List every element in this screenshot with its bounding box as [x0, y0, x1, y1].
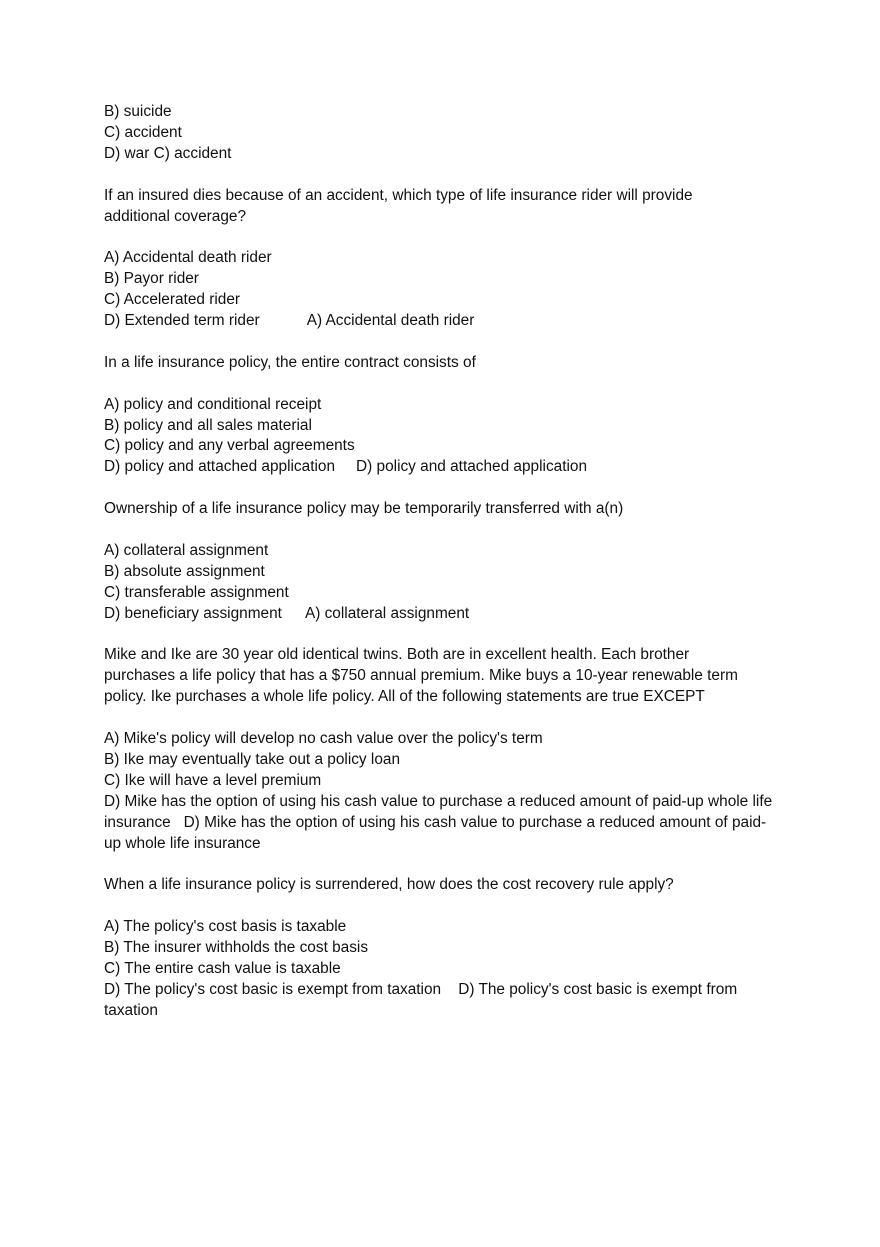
question-text: When a life insurance policy is surrendered, how does the cost recovery rule apply? [104, 876, 674, 894]
option-d-with-answer [104, 604, 784, 625]
option-d-with-answer [104, 311, 784, 332]
option-a: A) Mike's policy will develop no cash value over the policy's term [104, 730, 543, 748]
option-b: B) The insurer withholds the cost basis [104, 939, 369, 957]
option-c: C) The entire cash value is taxable [104, 960, 341, 977]
question-text: Mike and Ike are 30 year old identical twins. Both are in excellent health. Each brother purchases a life policy that has a $750 annual premium. Mike buys a 10-year renewable term policy. Ike purchases a whole life policy. All of the following statements are true EXCEPT [104, 646, 738, 706]
option-b: B) Ike may eventually take out a policy loan [104, 750, 400, 768]
option-c: C) Ike will have a level premium [104, 771, 322, 789]
answer: A) collateral assignment [304, 604, 470, 622]
question-fragment [104, 102, 784, 165]
answer: D) policy and attached application [356, 458, 588, 476]
question-block [104, 645, 784, 854]
option-c: C) accident [104, 123, 182, 141]
question-text: In a life insurance policy, the entire contract consists of [104, 353, 476, 371]
option-d: D) The policy's cost basic is exempt from taxation [104, 980, 442, 998]
option-b: B) Payor rider [104, 270, 199, 288]
question-text: If an insured dies because of an accident, which type of life insurance rider will provide additional coverage? [104, 186, 693, 225]
document-page [104, 102, 784, 1022]
option-d-with-answer [104, 457, 784, 478]
option-d-with-answer [104, 792, 774, 855]
answer: A) Accidental death rider [306, 312, 475, 330]
answer: C) accident [153, 144, 232, 162]
option-a: A) The policy's cost basis is taxable [104, 918, 347, 936]
question-block [104, 875, 784, 1021]
option-d-with-answer [104, 980, 769, 1022]
option-c: C) policy and any verbal agreements [104, 437, 355, 455]
option-c: C) Accelerated rider [104, 291, 241, 309]
option-a: A) collateral assignment [104, 541, 269, 559]
option-a: A) Accidental death rider [104, 249, 272, 267]
option-d: D) policy and attached application [104, 458, 336, 476]
option-b: B) suicide [104, 103, 172, 120]
option-b: B) absolute assignment [104, 562, 265, 580]
option-d: D) beneficiary assignment [104, 604, 282, 622]
option-d: D) war [104, 144, 150, 162]
question-block [104, 353, 784, 478]
option-a: A) policy and conditional receipt [104, 395, 322, 413]
question-block [104, 186, 784, 332]
answer: D) The policy's cost basic is exempt from taxation [104, 980, 738, 1019]
option-d: D) Extended term rider [104, 312, 260, 330]
option-c: C) transferable assignment [104, 583, 289, 601]
option-b: B) policy and all sales material [104, 416, 312, 434]
option-d-with-answer [104, 144, 784, 165]
answer: D) Mike has the option of using his cash value to purchase a reduced amount of paid-up whole life insurance [104, 813, 767, 852]
option-d: D) Mike has the option of using his cash value to purchase a reduced amount of paid-up whole life insurance [104, 792, 773, 831]
question-text: Ownership of a life insurance policy may be temporarily transferred with a(n) [104, 500, 624, 518]
question-block [104, 499, 784, 624]
